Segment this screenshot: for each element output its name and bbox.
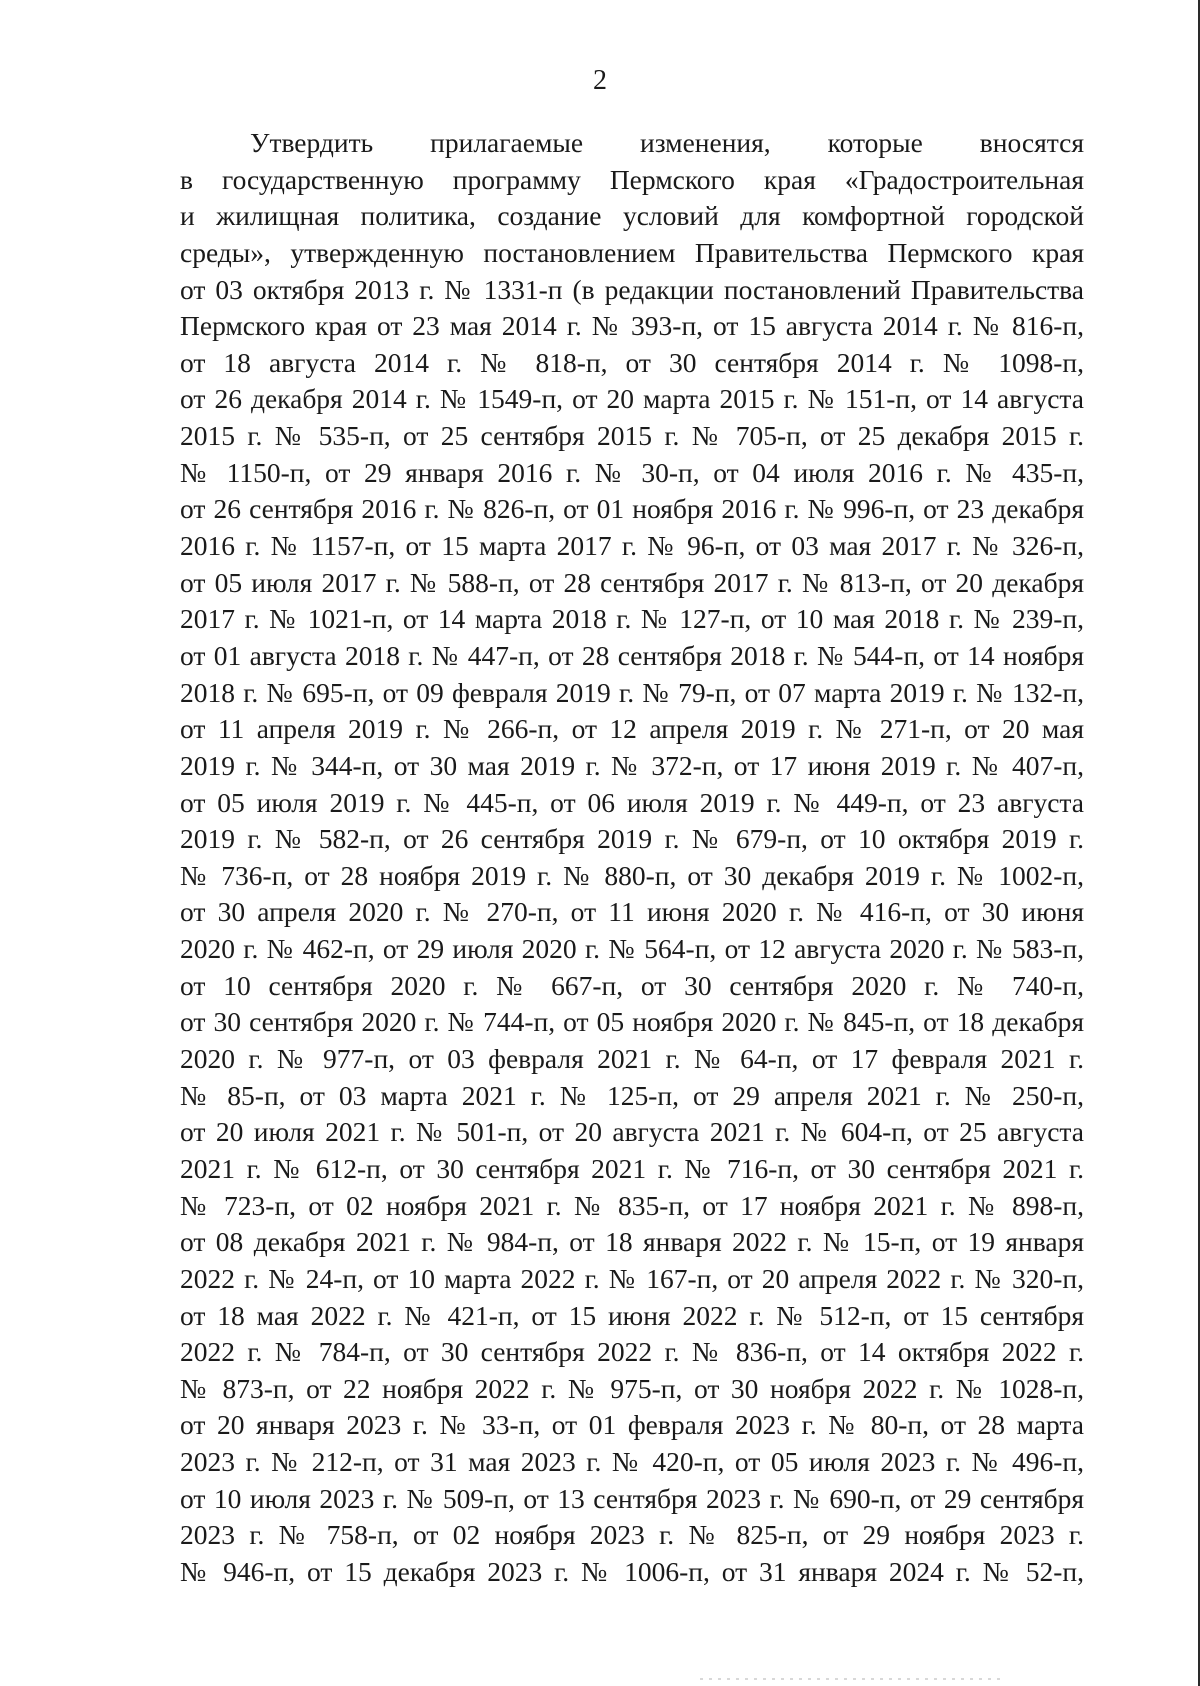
text-line: от 03 октября 2013 г. № 1331-п (в редакции постановлений Правительства	[180, 273, 1084, 305]
text-line: 2021 г. № 612-п, от 30 сентября 2021 г. № 716-п, от 30 сентября 2021 г.	[180, 1152, 1084, 1184]
text-line: от 20 июля 2021 г. № 501-п, от 20 августа 2021 г. № 604-п, от 25 августа	[180, 1116, 1084, 1148]
text-line: от 26 декабря 2014 г. № 1549-п, от 20 марта 2015 г. № 151-п, от 14 августа	[180, 383, 1084, 415]
text-line: от 26 сентября 2016 г. № 826-п, от 01 ноября 2016 г. № 996-п, от 23 декабря	[180, 493, 1084, 525]
text-line: от 30 сентября 2020 г. № 744-п, от 05 ноября 2020 г. № 845-п, от 18 декабря	[180, 1006, 1084, 1038]
text-line: от 05 июля 2019 г. № 445-п, от 06 июля 2019 г. № 449-п, от 23 августа	[180, 786, 1084, 818]
text-line: 2020 г. № 977-п, от 03 февраля 2021 г. № 64-п, от 17 февраля 2021 г.	[180, 1043, 1084, 1075]
text-line: 2022 г. № 24-п, от 10 марта 2022 г. № 167-п, от 20 апреля 2022 г. № 320-п,	[180, 1262, 1084, 1294]
text-line: Утвердить прилагаемые изменения, которые вносятся	[250, 127, 1084, 158]
text-line: и жилищная политика, создание условий для комфортной городской	[180, 200, 1084, 232]
text-line: Пермского края от 23 мая 2014 г. № 393-п, от 15 августа 2014 г. № 816-п,	[180, 310, 1084, 342]
text-line: от 01 августа 2018 г. № 447-п, от 28 сентября 2018 г. № 544-п, от 14 ноября	[180, 639, 1084, 671]
page-number: 2	[593, 65, 607, 96]
text-line: 2022 г. № 784-п, от 30 сентября 2022 г. № 836-п, от 14 октября 2022 г.	[180, 1336, 1084, 1368]
text-line: 2023 г. № 212-п, от 31 мая 2023 г. № 420-п, от 05 июля 2023 г. № 496-п,	[180, 1446, 1084, 1478]
text-line: 2019 г. № 582-п, от 26 сентября 2019 г. № 679-п, от 10 октября 2019 г.	[180, 823, 1084, 855]
text-line: № 85-п, от 03 марта 2021 г. № 125-п, от 29 апреля 2021 г. № 250-п,	[180, 1079, 1084, 1111]
text-line: в государственную программу Пермского края «Градостроительная	[180, 163, 1084, 195]
text-line: от 11 апреля 2019 г. № 266-п, от 12 апреля 2019 г. № 271-п, от 20 мая	[180, 713, 1084, 745]
text-line: от 05 июля 2017 г. № 588-п, от 28 сентября 2017 г. № 813-п, от 20 декабря	[180, 566, 1084, 598]
text-line: от 08 декабря 2021 г. № 984-п, от 18 января 2022 г. № 15-п, от 19 января	[180, 1226, 1084, 1258]
text-line: № 723-п, от 02 ноября 2021 г. № 835-п, от 17 ноября 2021 г. № 898-п,	[180, 1189, 1084, 1221]
text-line: № 873-п, от 22 ноября 2022 г. № 975-п, от 30 ноября 2022 г. № 1028-п,	[180, 1372, 1084, 1404]
text-line: от 18 мая 2022 г. № 421-п, от 15 июня 2022 г. № 512-п, от 15 сентября	[180, 1299, 1084, 1331]
text-line: от 10 июля 2023 г. № 509-п, от 13 сентября 2023 г. № 690-п, от 29 сентября	[180, 1482, 1084, 1514]
text-line: 2020 г. № 462-п, от 29 июля 2020 г. № 564-п, от 12 августа 2020 г. № 583-п,	[180, 933, 1084, 965]
text-line: среды», утвержденную постановлением Правительства Пермского края	[180, 236, 1084, 268]
text-line: № 946-п, от 15 декабря 2023 г. № 1006-п, от 31 января 2024 г. № 52-п,	[180, 1555, 1084, 1587]
text-line: от 30 апреля 2020 г. № 270-п, от 11 июня 2020 г. № 416-п, от 30 июня	[180, 896, 1084, 928]
text-line: № 736-п, от 28 ноября 2019 г. № 880-п, от 30 декабря 2019 г. № 1002-п,	[180, 859, 1084, 891]
text-line: от 20 января 2023 г. № 33-п, от 01 февраля 2023 г. № 80-п, от 28 марта	[180, 1409, 1084, 1441]
text-line: 2019 г. № 344-п, от 30 мая 2019 г. № 372-п, от 17 июня 2019 г. № 407-п,	[180, 749, 1084, 781]
text-line: от 10 сентября 2020 г. № 667-п, от 30 сентября 2020 г. № 740-п,	[180, 969, 1084, 1001]
text-line: № 1150-п, от 29 января 2016 г. № 30-п, от 04 июля 2016 г. № 435-п,	[180, 456, 1084, 488]
text-line: 2017 г. № 1021-п, от 14 марта 2018 г. № 127-п, от 10 мая 2018 г. № 239-п,	[180, 603, 1084, 635]
text-line: 2018 г. № 695-п, от 09 февраля 2019 г. № 79-п, от 07 марта 2019 г. № 132-п,	[180, 676, 1084, 708]
text-line: 2023 г. № 758-п, от 02 ноября 2023 г. № 825-п, от 29 ноября 2023 г.	[180, 1519, 1084, 1551]
body-paragraph	[180, 125, 1084, 1591]
text-line: 2015 г. № 535-п, от 25 сентября 2015 г. № 705-п, от 25 декабря 2015 г.	[180, 420, 1084, 452]
text-line: от 18 августа 2014 г. № 818-п, от 30 сентября 2014 г. № 1098-п,	[180, 346, 1084, 378]
scan-artifact	[700, 1678, 1000, 1680]
text-line: 2016 г. № 1157-п, от 15 марта 2017 г. № 96-п, от 03 мая 2017 г. № 326-п,	[180, 530, 1084, 562]
